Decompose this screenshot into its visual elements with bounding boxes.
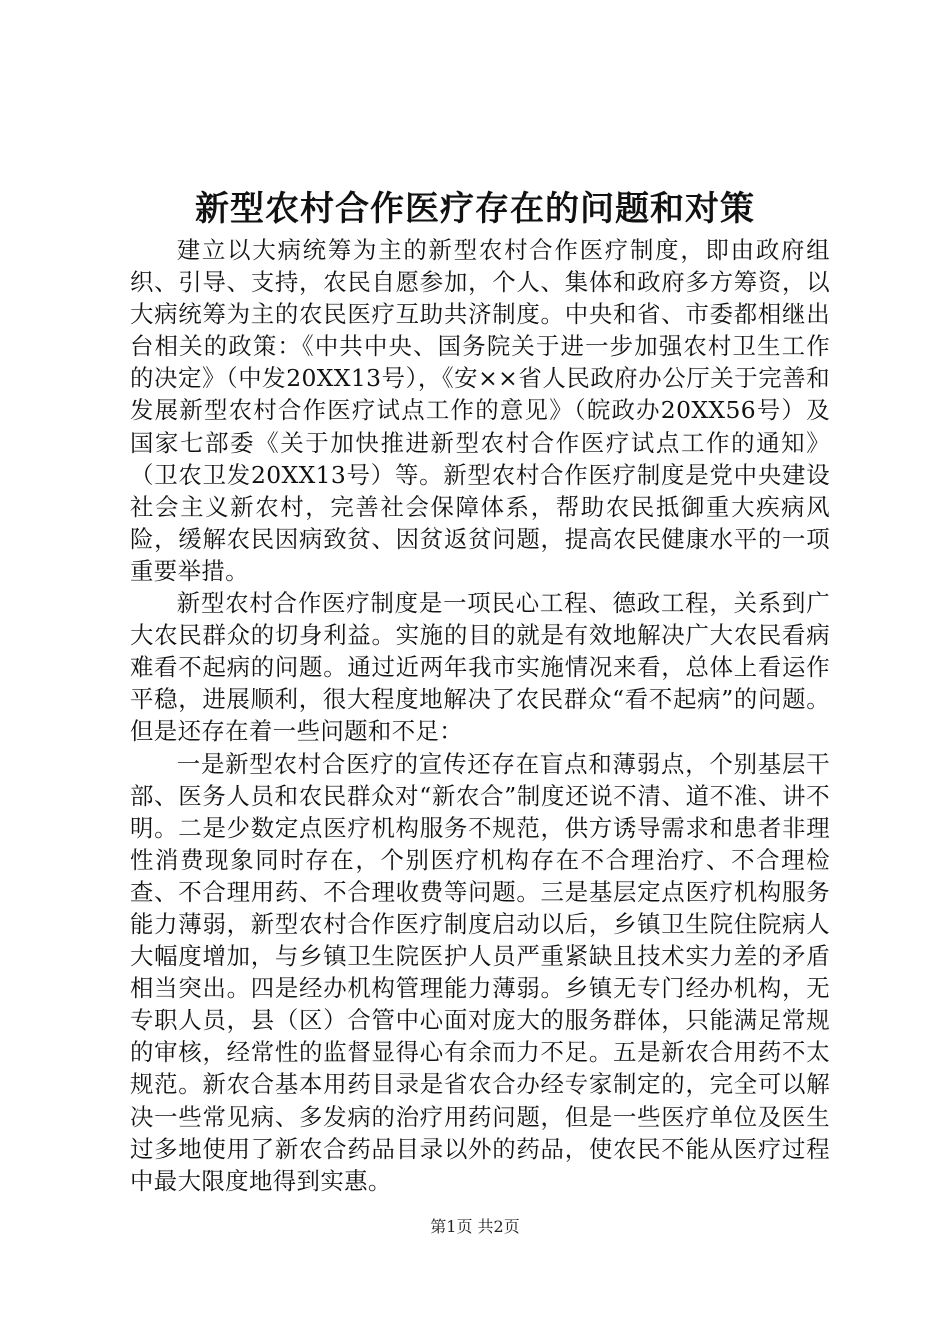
document-body — [130, 234, 830, 1197]
paragraph-3: 一是新型农村合医疗的宣传还存在盲点和薄弱点，个别基层干部、医务人员和农民群众对“新农合”制度还说不清、道不准、讲不明。二是少数定点医疗机构服务不规范，供方诱导需求和患者非理性消费现象同时存在，个别医疗机构存在不合理治疗、不合理检查、不合理用药、不合理收费等问题。三是基层定点医疗机构服务能力薄弱，新型农村合作医疗制度启动以后，乡镇卫生院住院病人大幅度增加，与乡镇卫生院医护人员严重紧缺且技术实力差的矛盾相当突出。四是经办机构管理能力薄弱。乡镇无专门经办机构，无专职人员，县（区）合管中心面对庞大的服务群体，只能满足常规的审核，经常性的监督显得心有余而力不足。五是新农合用药不太规范。新农合基本用药目录是省农合办经专家制定的，完全可以解决一些常见病、多发病的治疗用药问题，但是一些医疗单位及医生过多地使用了新农合药品目录以外的药品，使农民不能从医疗过程中最大限度地得到实惠。 — [130, 749, 830, 1195]
paragraph-1: 建立以大病统筹为主的新型农村合作医疗制度，即由政府组织、引导、支持，农民自愿参加，个人、集体和政府多方筹资，以大病统筹为主的农民医疗互助共济制度。中央和省、市委都相继出台相关的政策：《中共中央、国务院关于进一步加强农村卫生工作的决定》（中发20XX13号），《安××省人民政府办公厅关于完善和发展新型农村合作医疗试点工作的意见》（皖政办20XX56号）及国家七部委《关于加快推进新型农村合作医疗试点工作的通知》（卫农卫发20XX13号）等。新型农村合作医疗制度是党中央建设社会主义新农村，完善社会保障体系，帮助农民抵御重大疾病风险，缓解农民因病致贫、因贫返贫问题，提高农民健康水平的一项重要举措。 — [130, 236, 830, 585]
page-number-footer: 第1页 共2页 — [430, 1217, 520, 1236]
document-title: 新型农村合作医疗存在的问题和对策 — [195, 189, 755, 229]
paragraph-2: 新型农村合作医疗制度是一项民心工程、德政工程，关系到广大农民群众的切身利益。实施的目的就是有效地解决广大农民看病难看不起病的问题。通过近两年我市实施情况来看，总体上看运作平稳，进展顺利，很大程度地解决了农民群众“看不起病”的问题。但是还存在着一些问题和不足： — [130, 589, 830, 746]
